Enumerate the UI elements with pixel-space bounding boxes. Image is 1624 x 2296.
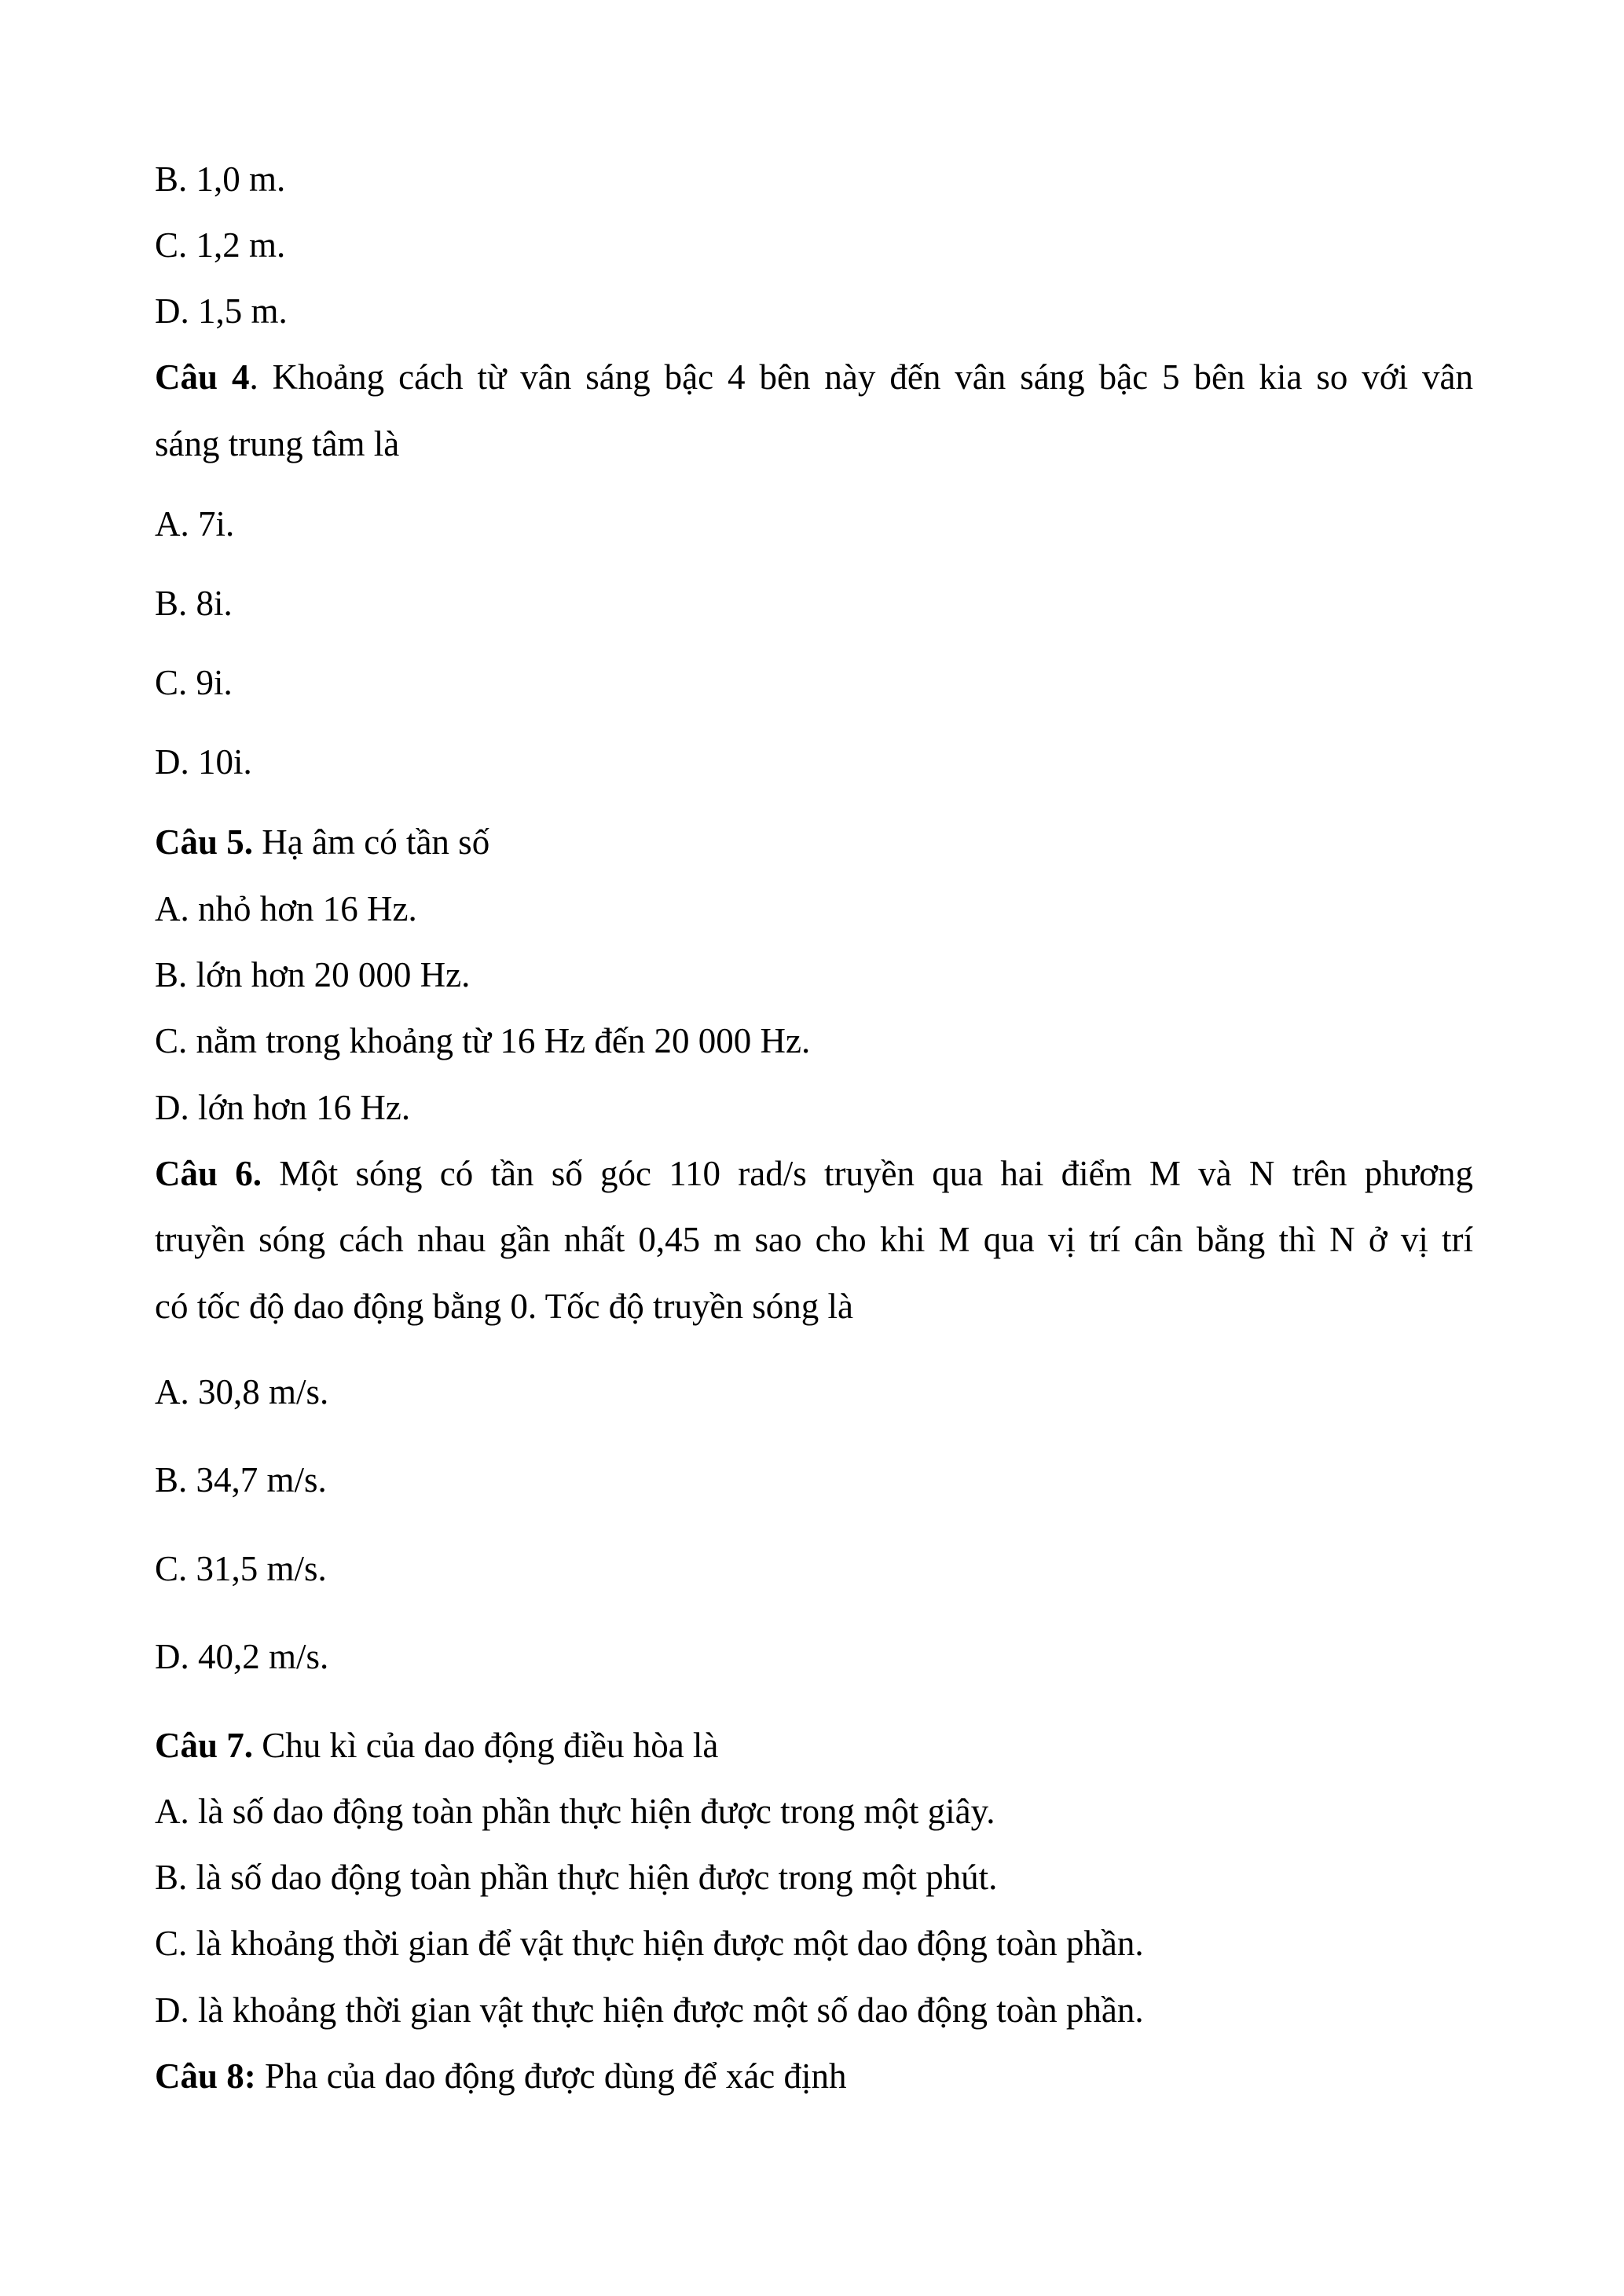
q5-option-c: C. nằm trong khoảng từ 16 Hz đến 20 000 Hz. [155, 1021, 811, 1060]
q6-question-line3: có tốc độ dao động bằng 0. Tốc độ truyền sóng là [155, 1287, 853, 1326]
q5-option-d: D. lớn hơn 16 Hz. [155, 1088, 411, 1127]
q6-question-line2: truyền sóng cách nhau gần nhất 0,45 m sao cho khi M qua vị trí cân bằng thì N ở vị trí [155, 1220, 1473, 1259]
q7-label: Câu 7. [155, 1726, 254, 1765]
q4-question-line1 [155, 357, 1473, 397]
q4-option-d: D. 10i. [155, 742, 252, 782]
q6-option-a: A. 30,8 m/s. [155, 1372, 329, 1412]
q4-question-line2: sáng trung tâm là [155, 424, 400, 463]
q6-option-b: B. 34,7 m/s. [155, 1460, 327, 1500]
q7-option-a: A. là số dao động toàn phần thực hiện được trong một giây. [155, 1792, 995, 1831]
q4-text-line1: . Khoảng cách từ vân sáng bậc 4 bên này đến vân sáng bậc 5 bên kia so với vân [249, 357, 1473, 397]
q4-option-a: A. 7i. [155, 504, 235, 544]
q6-label: Câu 6. [155, 1154, 262, 1193]
q3-option-d: D. 1,5 m. [155, 291, 288, 331]
q3-option-c: C. 1,2 m. [155, 225, 286, 265]
q7-text: Chu kì của dao động điều hòa là [253, 1726, 719, 1765]
q7-option-b: B. là số dao động toàn phần thực hiện được trong một phút. [155, 1858, 998, 1897]
q6-option-c: C. 31,5 m/s. [155, 1549, 327, 1588]
q5-option-a: A. nhỏ hơn 16 Hz. [155, 889, 417, 928]
q6-text-line1: Một sóng có tần số góc 110 rad/s truyền qua hai điểm M và N trên phương [262, 1154, 1473, 1193]
q6-option-d: D. 40,2 m/s. [155, 1637, 329, 1676]
q7-option-d: D. là khoảng thời gian vật thực hiện được một số dao động toàn phần. [155, 1990, 1144, 2030]
q3-option-b: B. 1,0 m. [155, 159, 286, 199]
q5-text: Hạ âm có tần số [253, 822, 490, 862]
q5-question [155, 822, 490, 862]
q5-label: Câu 5. [155, 822, 254, 862]
q7-option-c: C. là khoảng thời gian để vật thực hiện được một dao động toàn phần. [155, 1924, 1144, 1963]
q4-label: Câu 4 [155, 357, 250, 397]
q7-question [155, 1728, 718, 1763]
q4-option-c: C. 9i. [155, 663, 233, 702]
q8-text: Pha của dao động được dùng để xác định [255, 2056, 847, 2096]
q4-option-b: B. 8i. [155, 584, 233, 623]
q8-question [155, 2056, 847, 2096]
q8-label: Câu 8: [155, 2056, 256, 2096]
q6-question-line1 [155, 1156, 1473, 1192]
q5-option-b: B. lớn hơn 20 000 Hz. [155, 955, 471, 994]
